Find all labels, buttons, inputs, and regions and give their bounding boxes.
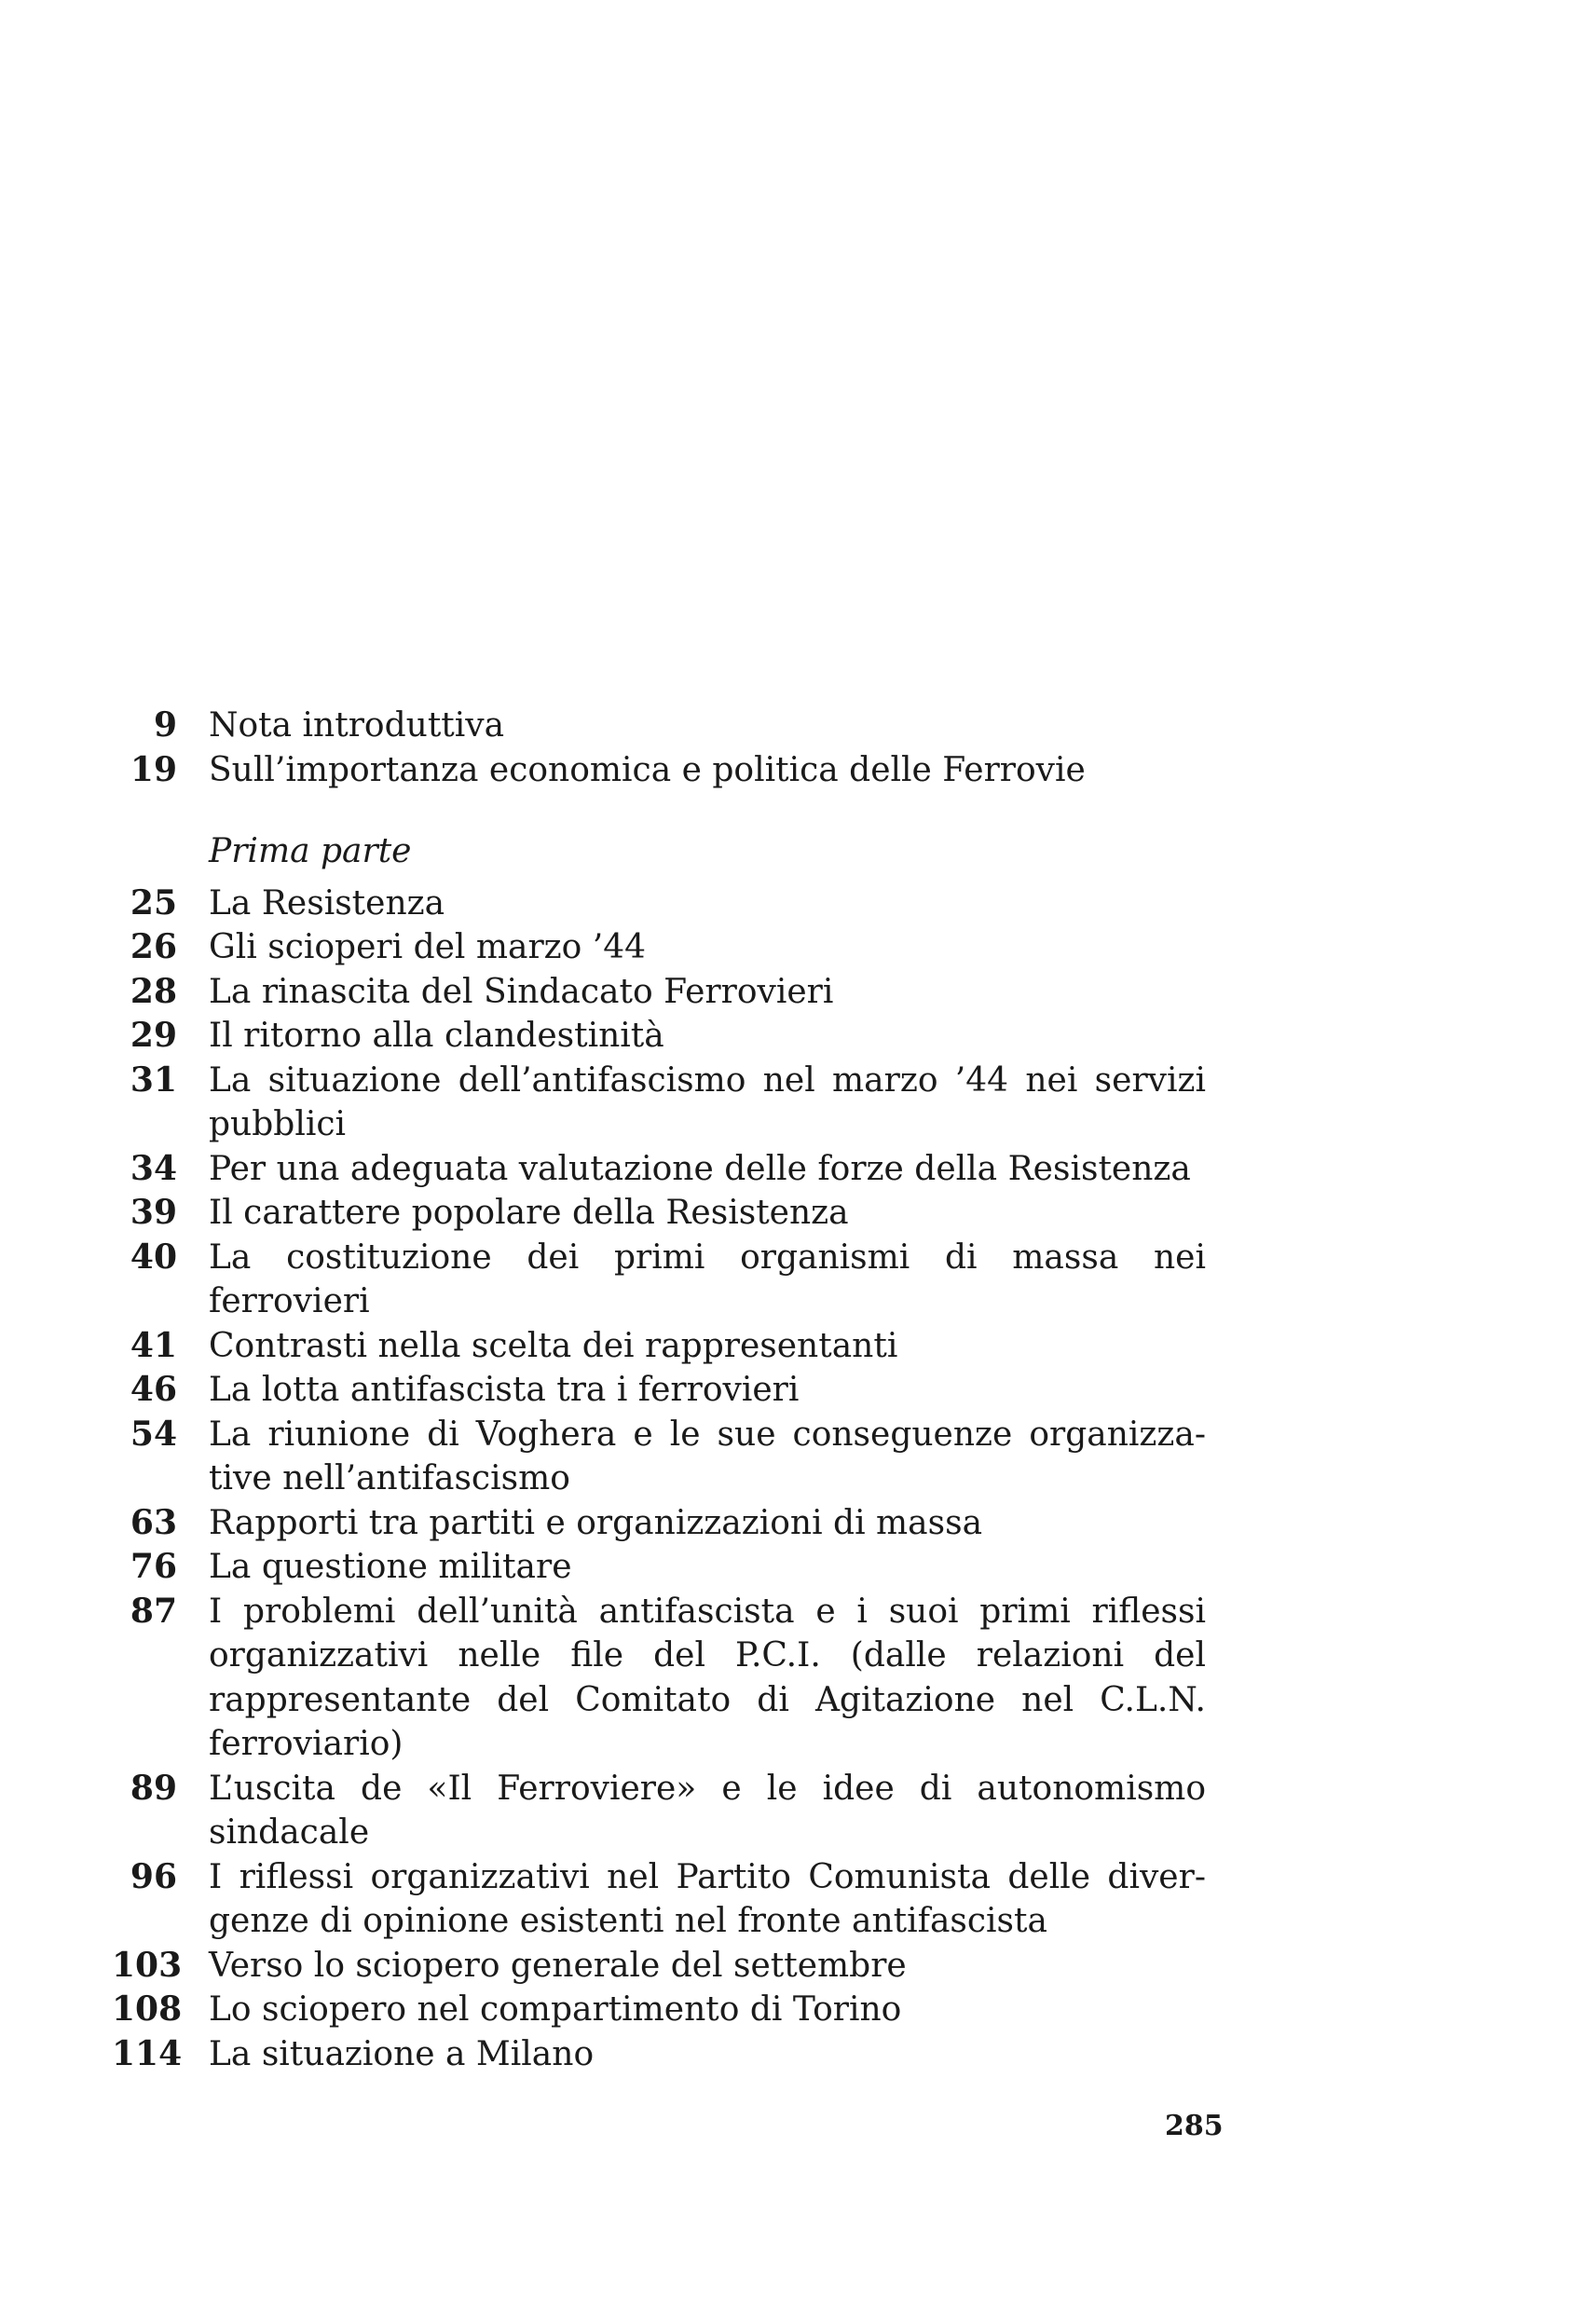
toc-page-number: 63 [130, 1502, 177, 1542]
toc-entry-title: L’uscita de «Il Ferroviere» e le idee di autonomismo sindacale [209, 1769, 1206, 1852]
toc-entry-title: La situazione a Milano [209, 2034, 595, 2073]
toc-entry [112, 1590, 1249, 1767]
toc-page-number: 89 [130, 1768, 177, 1808]
toc-entry [112, 925, 1249, 970]
toc-entry [112, 1324, 1249, 1369]
section-heading: Prima parte [209, 832, 412, 870]
toc-entry [112, 704, 1249, 748]
toc-entry-title: Sull’importanza economica e politica delle Ferrovie [209, 750, 1086, 789]
toc-entry-title: Per una adeguata valutazione delle forze della Resistenza [209, 1149, 1191, 1188]
toc-page-number: 76 [130, 1547, 177, 1586]
toc-page-number: 26 [130, 927, 177, 966]
table-of-contents [112, 704, 1249, 2076]
toc-page-number: 46 [130, 1370, 177, 1409]
toc-page-number: 41 [130, 1325, 177, 1365]
toc-page-number: 39 [130, 1193, 177, 1232]
toc-entry-title: Gli scioperi del marzo ’44 [209, 928, 647, 966]
page-number: 285 [1165, 2110, 1224, 2142]
toc-page-number: 54 [130, 1414, 177, 1454]
toc-page-number: 114 [112, 2033, 183, 2073]
toc-page-number: 40 [130, 1237, 177, 1277]
toc-entry [112, 1545, 1249, 1590]
toc-page-number: 9 [153, 705, 177, 745]
toc-entry-title: I problemi dell’unità antifascista e i suoi primi riflessi organizzativi nelle file del P.C.I. (dalle relazioni del rappresentante del Comitato di Agitazione nel C.L.N. ferroviario) [209, 1592, 1206, 1763]
toc-entry [112, 970, 1249, 1015]
toc-entry [112, 1059, 1249, 1147]
toc-page-number: 87 [130, 1591, 177, 1631]
toc-page-number: 31 [130, 1059, 177, 1100]
toc-page-number: 96 [130, 1856, 177, 1896]
toc-entry-title: La riunione di Voghera e le sue conseguenze organizzative nell’antifascismo [209, 1415, 1206, 1497]
toc-page-number: 28 [130, 971, 177, 1011]
toc-entry [112, 1501, 1249, 1546]
toc-entry [112, 1767, 1249, 1855]
toc-page-number: 19 [130, 749, 177, 789]
toc-entry [112, 1014, 1249, 1059]
toc-entry-title: La situazione dell’antifascismo nel marzo ’44 nei servizi pubblici [209, 1060, 1206, 1143]
toc-entry [112, 748, 1249, 793]
toc-entry-title: La Resistenza [209, 883, 445, 923]
toc-entry-title: La costituzione dei primi organismi di massa nei ferrovieri [209, 1237, 1206, 1320]
toc-entry-title: La questione militare [209, 1548, 572, 1586]
toc-entry-title: Il carattere popolare della Resistenza [209, 1194, 849, 1232]
toc-entry-title: Lo sciopero nel compartimento di Torino [209, 1990, 902, 2029]
toc-entry-title: Contrasti nella scelta dei rappresentanti [209, 1326, 898, 1365]
toc-entry [112, 1368, 1249, 1413]
toc-entry [112, 1855, 1249, 1944]
toc-entry-title: I riflessi organizzativi nel Partito Comunista delle divergenze di opinione esistenti nel fronte antifascista [209, 1857, 1206, 1940]
toc-entry [112, 1236, 1249, 1324]
toc-entry [112, 1413, 1249, 1501]
toc-entry-title: Nota introduttiva [209, 706, 505, 745]
toc-page-number: 34 [130, 1148, 177, 1188]
toc-page-number: 103 [112, 1945, 183, 1985]
toc-entry-title: La rinascita del Sindacato Ferrovieri [209, 972, 834, 1011]
toc-entry-title: La lotta antifascista tra i ferrovieri [209, 1371, 800, 1409]
toc-entry [112, 882, 1249, 926]
toc-entry [112, 1147, 1249, 1192]
toc-page-number: 108 [112, 1989, 183, 2029]
toc-entry-title: Verso lo sciopero generale del settembre [209, 1946, 907, 1985]
toc-entry [112, 2032, 1249, 2077]
toc-entry-title: Rapporti tra partiti e organizzazioni di massa [209, 1503, 983, 1542]
toc-entry [112, 1191, 1249, 1236]
toc-entry-title: Il ritorno alla clandestinità [209, 1017, 664, 1055]
toc-entry [112, 1944, 1249, 1989]
toc-entry [112, 1988, 1249, 2032]
toc-page-number: 25 [130, 882, 177, 923]
toc-page-number: 29 [130, 1016, 177, 1055]
